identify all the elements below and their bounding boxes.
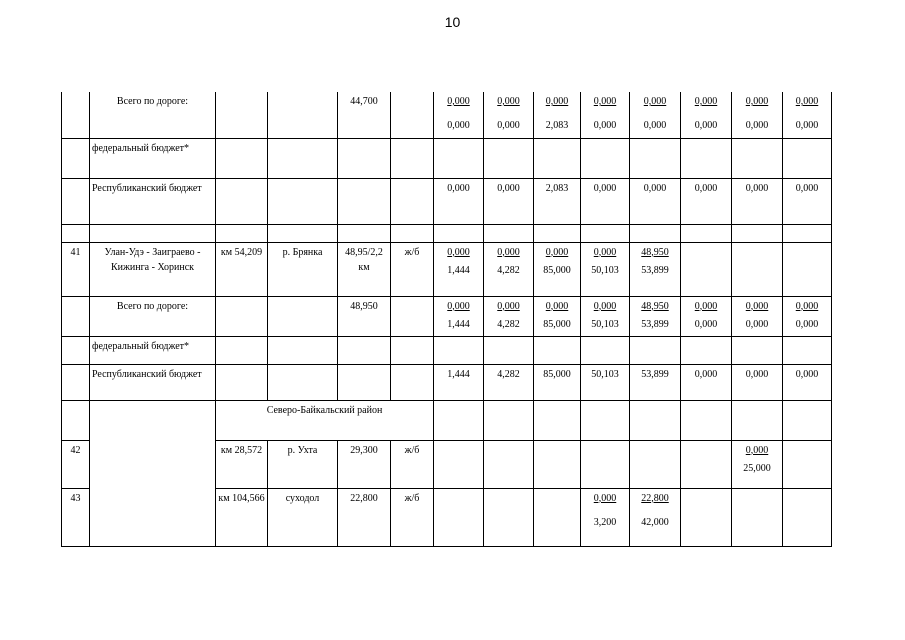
value-bottom: 53,899 bbox=[641, 318, 669, 330]
value-bottom: 50,103 bbox=[591, 318, 619, 330]
length-cell: 48,950 bbox=[338, 296, 391, 336]
value-cell: 0,000 bbox=[783, 178, 832, 224]
federal-budget-label: федеральный бюджет* bbox=[90, 138, 216, 178]
table-row bbox=[62, 224, 832, 242]
value-top: 48,950 bbox=[641, 246, 669, 258]
value-bottom: 3,200 bbox=[593, 516, 617, 528]
value-bottom: 4,282 bbox=[497, 264, 520, 276]
table-row bbox=[62, 400, 832, 440]
bridges-table bbox=[61, 92, 832, 547]
value-top: 0,000 bbox=[497, 246, 520, 258]
type-cell: ж/б bbox=[391, 242, 434, 296]
value-cell: 0,000 bbox=[732, 178, 783, 224]
value-cell: 0,000 bbox=[434, 178, 484, 224]
value-cell: 1,444 bbox=[434, 364, 484, 400]
value-top: 0,000 bbox=[497, 300, 520, 312]
value-top: 0,000 bbox=[795, 300, 819, 312]
republic-budget-label: Республиканский бюджет bbox=[90, 364, 216, 400]
federal-budget-label: федеральный бюджет* bbox=[90, 336, 216, 364]
length-cell: 29,300 bbox=[338, 440, 391, 488]
value-cell: 0,000 bbox=[681, 178, 732, 224]
row-number: 43 bbox=[62, 488, 90, 546]
value-bottom: 0,000 bbox=[745, 318, 769, 330]
row-number: 41 bbox=[62, 242, 90, 296]
value-top: 0,000 bbox=[593, 492, 617, 504]
value-top: 0,000 bbox=[545, 300, 569, 312]
value-top: 0,000 bbox=[694, 300, 718, 312]
table-row bbox=[62, 336, 832, 364]
table-row bbox=[62, 488, 832, 546]
page-number: 10 bbox=[444, 14, 461, 30]
row-number: 42 bbox=[62, 440, 90, 488]
value-cell: 0,000 bbox=[484, 178, 534, 224]
river-cell: р. Ухта bbox=[268, 440, 338, 488]
value-top: 0,000 bbox=[745, 300, 769, 312]
value-top: 22,800 bbox=[641, 492, 669, 504]
value-bottom: 0,000 bbox=[745, 120, 769, 131]
length-cell: 22,800 bbox=[338, 488, 391, 546]
value-top: 0,000 bbox=[447, 246, 470, 258]
value-top: 0,000 bbox=[545, 246, 569, 258]
value-top: 48,950 bbox=[641, 300, 669, 312]
value-cell: 0,000 bbox=[581, 178, 630, 224]
length-cell: 48,95/2,2 км bbox=[338, 242, 391, 296]
road-name: Улан-Удэ - Заиграево - Кижинга - Хоринск bbox=[90, 242, 216, 296]
value-bottom: 50,103 bbox=[591, 264, 619, 276]
value-bottom: 4,282 bbox=[497, 318, 520, 330]
value-cell: 0,000 bbox=[783, 364, 832, 400]
table-row bbox=[62, 178, 832, 224]
value-cell: 0,000 bbox=[732, 364, 783, 400]
table-row bbox=[62, 242, 832, 296]
value-bottom: 85,000 bbox=[543, 318, 571, 330]
table-row bbox=[62, 364, 832, 400]
value-cell: 0,000 bbox=[681, 364, 732, 400]
value-top: 0,000 bbox=[643, 96, 667, 107]
value-cell: 4,282 bbox=[484, 364, 534, 400]
value-bottom: 42,000 bbox=[641, 516, 669, 528]
km-cell: км 28,572 bbox=[216, 440, 268, 488]
value-bottom: 0,000 bbox=[593, 120, 617, 131]
river-cell: суходол bbox=[268, 488, 338, 546]
value-bottom: 1,444 bbox=[447, 318, 470, 330]
type-cell: ж/б bbox=[391, 488, 434, 546]
value-top: 0,000 bbox=[593, 96, 617, 107]
value-top: 0,000 bbox=[497, 96, 520, 107]
value-bottom: 1,444 bbox=[447, 264, 470, 276]
length-cell: 44,700 bbox=[338, 92, 391, 138]
value-top: 0,000 bbox=[593, 300, 617, 312]
value-bottom: 0,000 bbox=[795, 318, 819, 330]
value-cell: 50,103 bbox=[581, 364, 630, 400]
table-row bbox=[62, 92, 832, 138]
value-cell: 53,899 bbox=[630, 364, 681, 400]
value-bottom: 25,000 bbox=[743, 462, 771, 474]
value-bottom: 0,000 bbox=[795, 120, 819, 131]
value-cell: 0,000 bbox=[630, 178, 681, 224]
value-bottom: 0,000 bbox=[694, 120, 718, 131]
value-bottom: 0,000 bbox=[694, 318, 718, 330]
river-cell: р. Брянка bbox=[268, 242, 338, 296]
value-bottom: 0,000 bbox=[447, 120, 470, 131]
table-row bbox=[62, 440, 832, 488]
value-bottom: 2,083 bbox=[545, 120, 569, 131]
value-bottom: 85,000 bbox=[543, 264, 571, 276]
km-cell: км 104,566 bbox=[216, 488, 268, 546]
value-bottom: 53,899 bbox=[641, 264, 669, 276]
value-bottom: 0,000 bbox=[497, 120, 520, 131]
republic-budget-label: Республиканский бюджет bbox=[90, 178, 216, 224]
value-top: 0,000 bbox=[447, 96, 470, 107]
road-total-label: Всего по дороге: bbox=[90, 92, 216, 138]
district-heading: Северо-Байкальский район bbox=[216, 400, 434, 440]
value-bottom: 0,000 bbox=[643, 120, 667, 131]
value-top: 0,000 bbox=[545, 96, 569, 107]
value-top: 0,000 bbox=[745, 96, 769, 107]
value-top: 0,000 bbox=[694, 96, 718, 107]
road-total-label: Всего по дороге: bbox=[90, 296, 216, 336]
value-top: 0,000 bbox=[447, 300, 470, 312]
type-cell: ж/б bbox=[391, 440, 434, 488]
value-top: 0,000 bbox=[593, 246, 617, 258]
table-row bbox=[62, 138, 832, 178]
value-cell: 2,083 bbox=[534, 178, 581, 224]
value-top: 0,000 bbox=[795, 96, 819, 107]
km-cell: км 54,209 bbox=[216, 242, 268, 296]
value-top: 0,000 bbox=[745, 444, 769, 456]
table-row bbox=[62, 296, 832, 336]
value-cell: 85,000 bbox=[534, 364, 581, 400]
